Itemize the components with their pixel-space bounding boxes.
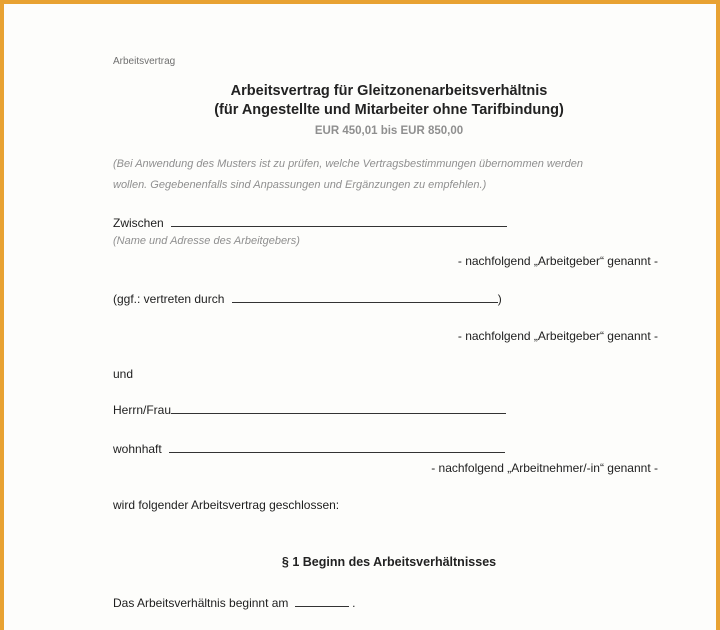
employer-role: - nachfolgend „Arbeitgeber“ genannt - [457, 254, 658, 268]
residence-field[interactable] [169, 441, 505, 453]
salary-range: EUR 450,01 bis EUR 850,00 [314, 125, 464, 137]
document-subtitle: (für Angestellte und Mitarbeiter ohne Tarifbindung) [214, 102, 564, 118]
employee-row [113, 402, 506, 417]
document-title: Arbeitsvertrag für Gleitzonenarbeitsverhältnis [230, 83, 548, 99]
start-date-label: Das Arbeitsverhältnis beginnt am [113, 596, 289, 610]
page-header: Arbeitsvertrag [113, 56, 176, 67]
document-page [4, 4, 716, 630]
employer-row [113, 215, 507, 230]
start-date-field[interactable] [295, 595, 349, 607]
representative-field[interactable] [232, 291, 498, 303]
usage-note-line-1: (Bei Anwendung des Musters ist zu prüfen, welche Vertragsbestimmungen übernommen werden [113, 158, 583, 170]
representative-close: ) [497, 292, 502, 306]
section-1-heading: § 1 Beginn des Arbeitsverhältnisses [281, 555, 497, 569]
employee-label: Herrn/Frau [113, 403, 172, 417]
residence-label: wohnhaft [113, 442, 162, 456]
conjunction-text: und [113, 367, 134, 381]
representative-role: - nachfolgend „Arbeitgeber“ genannt - [457, 329, 658, 343]
employer-name-field[interactable] [171, 215, 507, 227]
start-date-row [113, 595, 355, 610]
employee-name-field[interactable] [171, 402, 506, 414]
employee-role: - nachfolgend „Arbeitnehmer/-in“ genannt - [431, 461, 658, 475]
usage-note-line-2: wollen. Gegebenenfalls sind Anpassungen und Ergänzungen zu empfehlen.) [113, 179, 487, 191]
employer-label: Zwischen [113, 216, 164, 230]
start-date-period: . [352, 596, 356, 610]
residence-row [113, 441, 505, 456]
closing-text: wird folgender Arbeitsvertrag geschlossen: [113, 498, 340, 512]
employer-hint: (Name und Adresse des Arbeitgebers) [113, 235, 300, 247]
representative-row [113, 291, 502, 306]
representative-label: (ggf.: vertreten durch [113, 292, 225, 306]
